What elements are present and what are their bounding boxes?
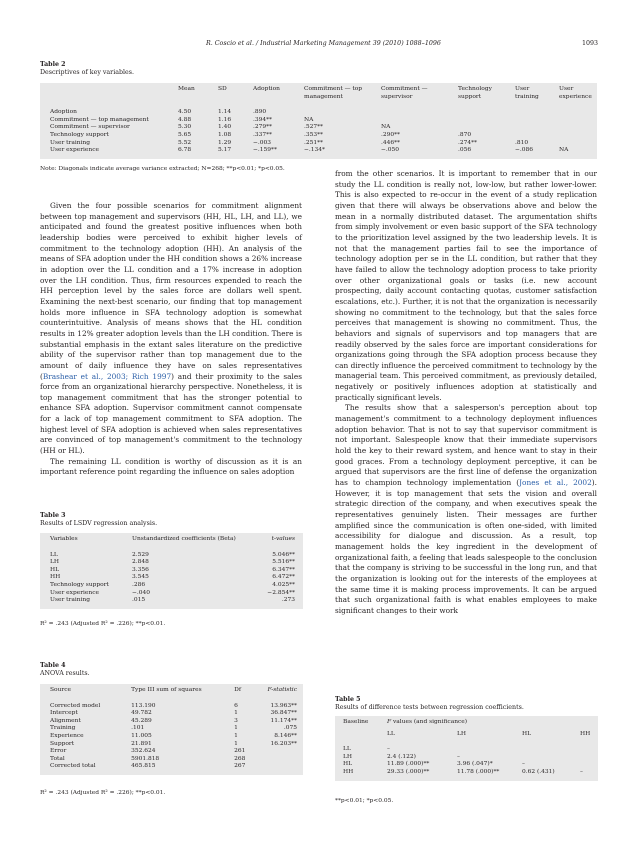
table4-header-row	[40, 684, 303, 699]
table2-cell: 1.40	[218, 124, 232, 131]
body-text: The results show that a salesperson's perception about top management's commitment to a technology deployment influences adoption behavior. That is not to say that supervisor commitment is not important. Salespeople know that their immediate supervisors hold the key to their reward system, and hence want to stay in their good graces. From a technology deployment perceptive, it can be argued that supervisors are the first line of defense the organization has to champion technology implementation (	[335, 403, 597, 488]
table4-cell: 6	[234, 702, 238, 709]
table4-cell: 49.782	[131, 710, 152, 717]
table2-caption	[40, 61, 134, 78]
table5-header-cell: Baseline	[343, 719, 369, 725]
table2-cell: .274**	[458, 139, 478, 146]
table4-cell: 113.190	[131, 702, 156, 709]
table4-cell: 267	[234, 763, 246, 770]
table3-cell: LL	[50, 551, 58, 558]
table3-header-cell: Unstandardized coefficients (Beta)	[132, 536, 236, 542]
table2-cell: −.134*	[304, 147, 325, 154]
table4-cell: 13.963**	[270, 702, 297, 709]
table2-cell: NA	[381, 124, 391, 131]
table5-note: **p<0.01; *p<0.05.	[335, 798, 394, 804]
table4-row	[40, 763, 303, 775]
table2-cell: 5.17	[218, 147, 232, 154]
table2-cell	[304, 105, 381, 117]
table3-cell: HH	[50, 574, 61, 581]
table4-header-cell: Df	[234, 687, 242, 693]
table5-cell: 11.78 (.000)**	[457, 768, 500, 775]
citation-link[interactable]: Jones et al., 2002	[519, 478, 592, 488]
table2-cell: −.003	[253, 139, 272, 146]
table2-row	[40, 140, 597, 148]
table3-cell: −.040	[132, 589, 151, 596]
table5-cell: LL	[343, 746, 351, 753]
table5-row	[335, 769, 598, 781]
table4-body	[40, 699, 303, 775]
table3-cell: 3.545	[132, 574, 149, 581]
table3-cell: HL	[50, 566, 60, 573]
table3-cell: 2.848	[132, 559, 149, 566]
table3-header-cell: Variables	[50, 536, 78, 542]
table3-cell: −2.854**	[267, 589, 295, 596]
table2-cell	[559, 132, 597, 140]
table4-cell: Training	[50, 725, 76, 732]
table4-cell: .101	[131, 725, 145, 732]
table2-row	[40, 105, 597, 117]
table2-header-cell: Commitment — supervisor	[381, 86, 428, 100]
table2-row	[40, 132, 597, 140]
table4-label: Table 4	[40, 662, 66, 669]
table5-subheader-cell: LL	[387, 730, 395, 737]
table4-cell: 21.891	[131, 740, 152, 747]
table5-cell	[457, 742, 522, 754]
table2-cell: Commitment — top management	[50, 116, 149, 123]
table2-header-row	[40, 83, 597, 105]
table4-cell: 5901.818	[131, 755, 160, 762]
running-header	[0, 40, 638, 52]
table5-cell: 11.89 (.000)**	[387, 761, 430, 768]
table4-cell: Corrected model	[50, 702, 101, 709]
table2-cell: −.086	[515, 147, 534, 154]
table2-cell	[458, 124, 515, 132]
table5-title: Results of difference tests between regression coefficients.	[335, 704, 524, 712]
body-text: Given the four possible scenarios for commitment alignment between top management and supervisors (HH, HL, LH, and LL), we anticipated and found the greatest positive influences when both leadership bodies were perceived to exhibit higher levels of commitment to the technology adoption (HH). An analysis of the means of SFA adoption under the HH condition shows a 26% increase in adoption over the LL condition and a 17% increase in adoption over the LH condition. Thus, firm resources expended to reach the HH perception level by the sales force are dollars well spent. Examining the next-best scenario, our finding that top management holds more influence in SFA technology adoption is somewhat counterintuitive. Analysis of means shows that the HL condition results in 12% greater adoption levels than the LH condition. There is substantial emphasis in the extant sales literature on the predictive ability of the supervisor rather than top management due to the amount of daily influence they have on sales representatives (	[40, 201, 302, 381]
table5-cell: LH	[343, 753, 353, 760]
table2-cell: .446**	[381, 139, 401, 146]
table2-cell: NA	[559, 147, 569, 154]
table2-cell: .527**	[304, 124, 324, 131]
table4-cell: 352.624	[131, 748, 156, 755]
table2-cell: .394**	[253, 116, 273, 123]
table2-cell: 1.08	[218, 131, 232, 138]
table4-cell: 268	[234, 755, 246, 762]
table2-cell	[381, 105, 458, 117]
table4-row	[40, 699, 303, 711]
table3-cell: .286	[132, 581, 146, 588]
table4-cell: Experience	[50, 732, 84, 739]
table2-header-cell: SD	[218, 86, 227, 92]
table2-row	[40, 117, 597, 125]
table5-cell: –	[522, 761, 525, 768]
table2-label: Table 2	[40, 61, 66, 68]
table4-cell: 261	[234, 748, 246, 755]
table4-row	[40, 748, 303, 756]
table2-cell: 1.14	[218, 109, 232, 116]
table5-cell: –	[387, 746, 390, 753]
table2-header-cell: Adoption	[253, 86, 280, 92]
table2-row	[40, 124, 597, 132]
table2-cell: 1.16	[218, 116, 232, 123]
table3-cell: 3.356	[132, 566, 149, 573]
table4-cell: 45.289	[131, 717, 152, 724]
table4-row	[40, 725, 303, 733]
table3-title: Results of LSDV regression analysis.	[40, 520, 158, 528]
table3-cell: .015	[132, 597, 146, 604]
table4-cell: 16.203**	[270, 740, 297, 747]
table5-label: Table 5	[335, 696, 361, 703]
table2-header-cell: Commitment — top management	[304, 86, 363, 100]
table3-row	[40, 590, 303, 598]
table4-row	[40, 756, 303, 764]
table5-header-row	[335, 716, 598, 729]
table2-cell	[559, 105, 597, 117]
table2-cell: .251**	[304, 139, 324, 146]
table4-cell: Support	[50, 740, 75, 747]
table4-cell: Corrected total	[50, 763, 96, 770]
table2-cell	[515, 105, 559, 117]
table5-group-header: F values (and significance)	[387, 719, 468, 725]
table5-cell: 3.96 (.047)*	[457, 761, 493, 768]
table5-cell	[522, 754, 580, 762]
table2-header-cell	[40, 83, 178, 105]
table4-cell: 8.146**	[274, 732, 297, 739]
table3-cell: 5.516**	[272, 559, 295, 566]
table2-cell: 1.29	[218, 139, 232, 146]
table4-cell: 1	[234, 725, 238, 732]
table2-cell: .353**	[304, 131, 324, 138]
table3-row	[40, 548, 303, 560]
body-paragraph: from the other scenarios. It is important to remember that in our study the LL condition is really not, low-low, but rather lower-lower. This is also expected to re-occur in the event of a study replication given that there will always be observations above and below the mean in a normally distributed dataset. The argumentation shifts from simply involvement or even basic support of the SFA technology to the prioritization level assigned by the two leadership levels. It is not that the management parties fail to see the importance of technology adoption per se in the LL condition, but rather that they have failed to allow the technology adoption process to take priority over other organizational goals or tasks (i.e. new account prospecting, daily account contacting quotas, customer satisfaction escalations, etc.). Further, it is not that the organization is necessarily showing no commitment to the technology, but that the sales force perceives that management is showing no commitment. Thus, the behaviors and signals of supervisors and top managers that are readily observed by the sales force are important considerations for organizations going through the SFA adoption process because they can directly influence the perceived commitment to technology by the managerial team. This perceived commitment, as previously detailed, negatively or positively influences adoption at statistically and practically significant levels.	[335, 169, 597, 402]
table2-cell: User experience	[50, 147, 99, 154]
table3-row	[40, 574, 303, 582]
table5-cell: 0.62 (.431)	[522, 768, 555, 775]
table4-cell	[267, 756, 303, 764]
table5-body	[335, 742, 598, 780]
table5-subheader-cell: HL	[522, 730, 532, 737]
table2-cell: .810	[515, 139, 529, 146]
table5-cell: –	[580, 768, 583, 775]
table4-cell: 11.005	[131, 732, 152, 739]
table2-cell	[458, 117, 515, 125]
table3-cell: 6.472**	[272, 574, 295, 581]
table5-subheader-cell: LH	[457, 730, 467, 737]
table2-cell: User training	[50, 139, 90, 146]
table2-row	[40, 147, 597, 159]
table4-header-cell: F-statistic	[267, 687, 297, 693]
table4-cell: 11.174**	[270, 717, 297, 724]
table2-cell: −.050	[381, 147, 400, 154]
table2-cell: 4.50	[178, 109, 192, 116]
table2-note: Note: Diagonals indicate average variance extracted; N=268; **p<0.01; *p<0.05.	[40, 166, 285, 172]
body-text: ). However, it is top management that sets the vision and overall strategic direction of the company, and when executives speak the representatives genuinely listen. Their messages are further amplified since the communication is often one-sided, with limited accessibility for dialogue and discussion. As a result, top management holds the key ingredient in the development of organizational faith, a feeling that leads salespeople to the conclusion that the company is striving to be successful in the long run, and that the organization is looking out for the interests of the employees at the same time it is making process improvements. It can be argued that such organizational faith is what enables employees to make significant changes to their work	[335, 478, 597, 615]
table4-cell: Intercept	[50, 710, 78, 717]
table5	[335, 716, 598, 781]
table5-cell: 29.33 (.000)**	[387, 768, 430, 775]
body-right-column	[335, 169, 597, 617]
citation-link[interactable]: Brashear et al., 2003; Rich 1997	[42, 371, 172, 381]
table4-row	[40, 741, 303, 749]
table4-cell: 1	[234, 732, 238, 739]
table2-cell	[515, 117, 559, 125]
body-left-column	[40, 201, 302, 478]
table5-cell: 2.4 (.122)	[387, 753, 416, 760]
table2-cell: 6.78	[178, 147, 192, 154]
table3-body	[40, 548, 303, 609]
table4-cell: 36.847**	[270, 710, 297, 717]
table3-cell: User training	[50, 597, 90, 604]
table4	[40, 684, 303, 775]
body-paragraph	[335, 403, 597, 616]
table2-body	[40, 105, 597, 159]
table3-cell: 4.025**	[272, 581, 295, 588]
table4-header-cell: Source	[50, 687, 71, 693]
table2-cell	[559, 117, 597, 125]
table5-cell	[580, 754, 598, 762]
table2-cell: .870	[458, 131, 472, 138]
table2-cell: .890	[253, 109, 267, 116]
table2-cell	[559, 140, 597, 148]
table2-cell: NA	[304, 116, 314, 123]
table5-caption	[335, 696, 524, 713]
table4-caption	[40, 662, 90, 679]
table5-cell: HH	[343, 768, 354, 775]
table4-title: ANOVA results.	[40, 670, 90, 678]
table3-row	[40, 597, 303, 609]
table4-cell: Error	[50, 748, 67, 755]
table4-cell	[267, 748, 303, 756]
table5-subheader-row	[335, 729, 598, 743]
table3-row	[40, 582, 303, 590]
table4-cell: 465.815	[131, 763, 156, 770]
table3-cell: Technology support	[50, 581, 109, 588]
table2-cell: 4.88	[178, 116, 192, 123]
table4-cell: 1	[234, 710, 238, 717]
table4-row	[40, 718, 303, 726]
table5-cell	[580, 761, 598, 769]
table3-label: Table 3	[40, 512, 66, 519]
table3	[40, 533, 303, 609]
table3-cell: 2.529	[132, 551, 149, 558]
table4-cell	[267, 763, 303, 775]
table4-cell: Alignment	[50, 717, 81, 724]
table4-row	[40, 733, 303, 741]
table5-cell	[522, 742, 580, 754]
table2-cell	[559, 124, 597, 132]
table2-cell: 5.52	[178, 139, 192, 146]
table2-cell	[458, 105, 515, 117]
table2-cell: −.159**	[253, 147, 277, 154]
page-number: 1093	[581, 40, 598, 47]
table2-cell	[515, 124, 559, 132]
table2-cell: Technology support	[50, 131, 109, 138]
table2-header-cell: Mean	[178, 86, 195, 92]
table2-cell: Adoption	[50, 109, 77, 116]
table2-cell: Commitment — supervisor	[50, 124, 130, 131]
body-text: ) and their proximity to the sales force from an organizational hierarchy perspective. Nonetheless, it is top management commitment that has the stronger potential to enhance SFA adoption. Supervisor commitment cannot compensate for a lack of top management commitment to SFA adoption. The highest level of SFA adoption is achieved when sales representatives are convinced of top management's commitment to the technology (HH or HL).	[40, 371, 302, 456]
table4-row	[40, 710, 303, 718]
body-paragraph	[40, 201, 302, 457]
table2-cell	[515, 132, 559, 140]
table2-cell: .056	[458, 147, 472, 154]
table2-cell: .279**	[253, 124, 273, 131]
table4-cell: 1	[234, 740, 238, 747]
table3-header-cell: t-values	[271, 536, 295, 542]
table5-cell	[580, 742, 598, 754]
table3-cell: User experience	[50, 589, 99, 596]
table5-cell: HL	[343, 761, 353, 768]
table4-cell: Total	[50, 755, 65, 762]
table2-cell: .337**	[253, 131, 273, 138]
table3-row	[40, 559, 303, 567]
journal-citation: R. Coscio et al. / Industrial Marketing Management 39 (2010) 1088–1096	[206, 40, 441, 47]
table2-title: Descriptives of key variables.	[40, 69, 134, 77]
table2-cell: 5.65	[178, 131, 192, 138]
table2-cell	[381, 117, 458, 125]
table2-header-cell: Technology support	[458, 86, 492, 100]
table2-header-cell: User training	[515, 86, 539, 100]
table2-cell: .290**	[381, 131, 401, 138]
table4-cell: 3	[234, 717, 238, 724]
table3-cell: 5.046**	[272, 551, 295, 558]
table4-cell: .075	[283, 725, 297, 732]
table3-caption	[40, 512, 157, 529]
table2-cell: 5.30	[178, 124, 192, 131]
table3-row	[40, 567, 303, 575]
table4-header-cell: Type III sum of squares	[131, 687, 202, 693]
table3-cell: .273	[281, 597, 295, 604]
table2	[40, 83, 597, 159]
table2-header-cell: User experience	[559, 86, 592, 100]
table5-row	[335, 742, 598, 754]
table4-note: R² = .243 (Adjusted R² = .226); **p<0.01.	[40, 790, 166, 796]
table3-cell: LH	[50, 559, 60, 566]
table5-subheader-cell: HH	[580, 730, 591, 737]
table5-cell: –	[457, 753, 460, 760]
table3-note: R² = .243 (Adjusted R² = .226); **p<0.01.	[40, 621, 166, 627]
table3-header-row	[40, 533, 303, 548]
table3-cell: 6.347**	[272, 566, 295, 573]
body-paragraph: The remaining LL condition is worthy of discussion as it is an important reference point regarding the influence on sales adoption	[40, 456, 302, 477]
table5-row	[335, 761, 598, 769]
